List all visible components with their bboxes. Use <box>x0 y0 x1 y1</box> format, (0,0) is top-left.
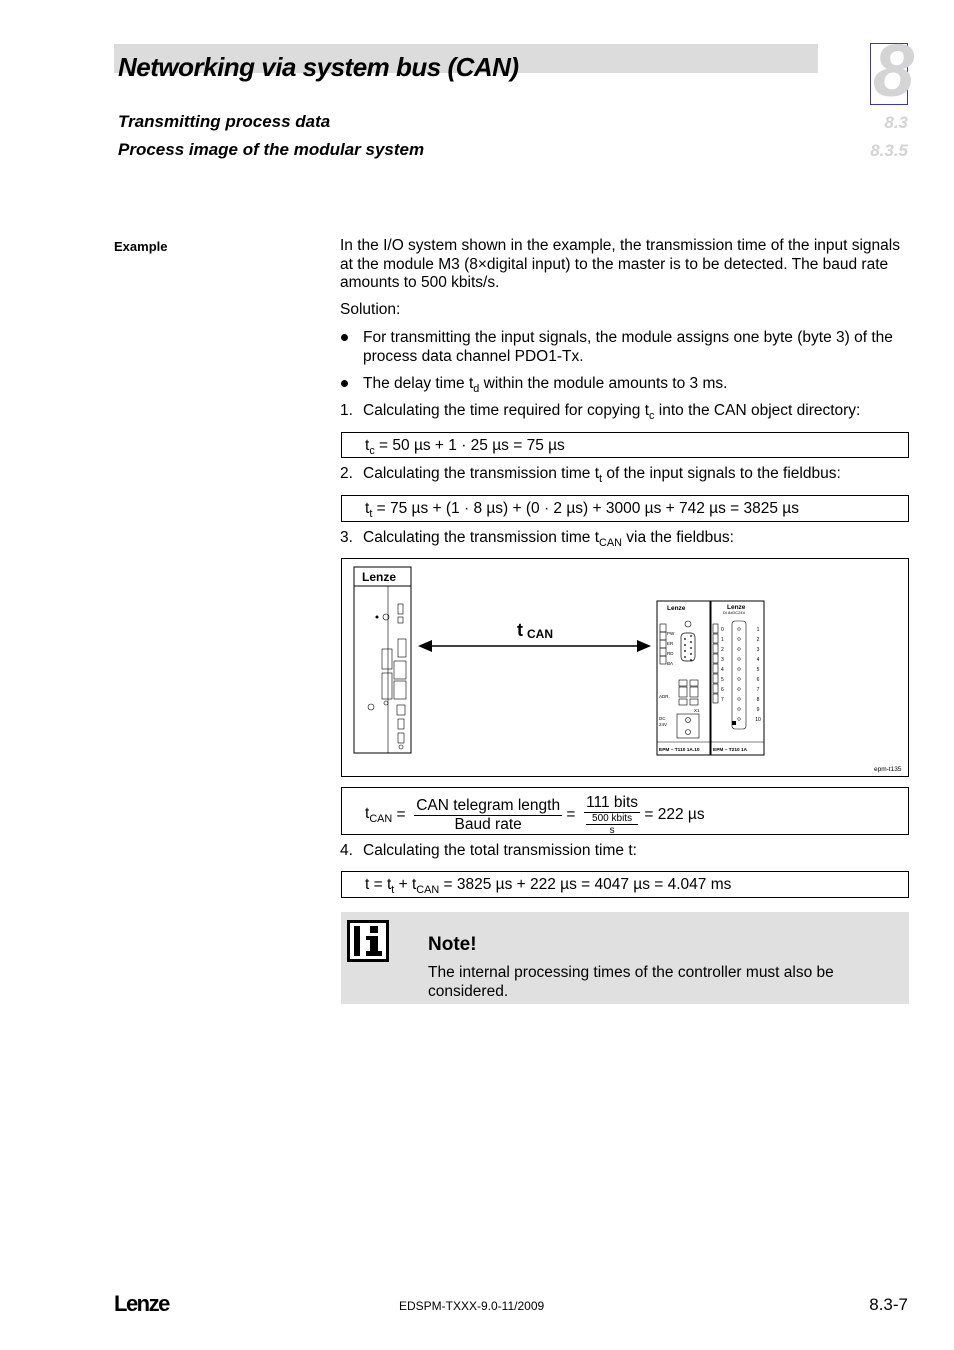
terminal-label: 4 <box>756 657 760 663</box>
formula-4: $t = t_t + t_{CAN} = 3825$ µs + 222 µs = 4047 µs = 4.047 ms <box>365 876 732 897</box>
formula-box-2 <box>341 495 909 522</box>
formula-box-1 <box>341 432 909 458</box>
terminal-label: 8 <box>756 697 760 703</box>
footer-logo: Lenze <box>114 1291 169 1316</box>
step-1-text: Calculating the time required for copying $t_c$ into the CAN object directory: <box>363 402 861 423</box>
formula-box-3 <box>341 787 909 835</box>
formula-3: $t_{CAN}$ = $\frac{\text{CAN telegram length}}{\text{Baud rate}}$ = 111 bits 500 kbits s = 222 µs <box>365 794 705 836</box>
subsection-number: 8.3.5 <box>870 141 908 160</box>
terminal-label: 6 <box>756 677 760 683</box>
x1-label: X1 <box>694 708 700 713</box>
section-number: 8.3 <box>884 113 908 132</box>
figure-id: epm-t135 <box>874 766 902 773</box>
bullet-marker <box>341 380 348 387</box>
tcan-label-sub: CAN <box>527 627 553 641</box>
led-ba: BA <box>667 661 674 666</box>
formula-2: $t_t = 75$ µs + (1 · 8 µs) + (0 · 2 µs) + 3000 µs + 742 µs = 3825 µs <box>365 500 799 521</box>
note-text: The internal processing times of the controller must also be considered. <box>428 964 834 1000</box>
controller-brand: Lenze <box>362 570 397 584</box>
figure-drawing <box>342 559 908 776</box>
note-box <box>341 912 909 1004</box>
channel-label: 3 <box>721 657 724 663</box>
channel-label: 4 <box>721 667 724 673</box>
led-er: ER <box>667 641 674 646</box>
terminal-label: 9 <box>756 707 760 713</box>
terminal-label: 5 <box>756 667 760 673</box>
side-label: Example <box>114 239 168 254</box>
solution-label: Solution: <box>340 301 401 318</box>
terminal-label: 1 <box>756 627 760 633</box>
bullet-item-2: The delay time $t_d$ within the module amounts to 3 ms. <box>363 375 728 396</box>
chapter-number: 8 <box>873 29 915 112</box>
terminal-label: 10 <box>755 717 761 723</box>
subsection-title: Process image of the modular system <box>118 140 425 159</box>
step-2-text: Calculating the transmission time $t_t$ of the input signals to the fieldbus: <box>363 465 841 486</box>
digital-input-module <box>711 601 764 755</box>
dc-label: DC <box>659 716 666 721</box>
channel-label: 6 <box>721 687 724 693</box>
24v-label: 24V <box>659 722 668 727</box>
fraction-bits-rate: 111 bits 500 kbits s <box>586 794 639 836</box>
module2-brand: Lenze <box>727 604 746 611</box>
channel-label: 5 <box>721 677 724 683</box>
tcan-label: t <box>517 620 523 640</box>
module1-brand: Lenze <box>667 605 686 612</box>
fraction-telegram-baud: $\frac{\text{CAN telegram length}}{\text{Baud rate}}$ <box>416 796 561 833</box>
led-rd: RD <box>667 651 674 656</box>
bullet-item-1: For transmitting the input signals, the module assigns one byte (byte 3) of the process data channel PDO1-Tx. <box>363 329 893 365</box>
adr-label: ADR. <box>659 694 670 699</box>
step-number: 3. <box>340 529 353 546</box>
formula-1: $t_c = 50$ µs + 1 · 25 µs = 75 µs <box>365 437 565 458</box>
channel-label: 0 <box>721 627 724 633</box>
step-number: 4. <box>340 842 353 859</box>
step-3-text: Calculating the transmission time $t_{CAN}$ via the fieldbus: <box>363 529 734 550</box>
module2-type: DI 8xDC24V <box>723 610 746 615</box>
bus-coupler-module <box>657 601 710 755</box>
system-figure <box>341 558 909 777</box>
bullet-marker <box>341 334 348 341</box>
formula-box-4 <box>341 871 909 898</box>
channel-label: 1 <box>721 637 724 643</box>
controller-device <box>354 567 411 753</box>
chapter-marker <box>870 29 915 112</box>
tcan-arrow <box>418 620 651 652</box>
step-4-text: Calculating the total transmission time t: <box>363 842 637 859</box>
section-title: Transmitting process data <box>118 112 331 131</box>
module2-type-label: EPM – T210 1A <box>713 748 748 753</box>
footer-document-id: EDSPM-TXXX-9.0-11/2009 <box>399 1299 545 1313</box>
channel-label: 2 <box>721 647 724 653</box>
page-number: 8.3-7 <box>869 1295 908 1314</box>
channel-label: 7 <box>721 697 724 703</box>
page-title: Networking via system bus (CAN) <box>118 52 519 82</box>
step-number: 1. <box>340 402 353 419</box>
step-number: 2. <box>340 465 353 482</box>
led-pw: PW <box>667 631 675 636</box>
terminal-label: 2 <box>756 637 760 643</box>
terminal-label: 3 <box>756 647 760 653</box>
module1-type-label: EPM – T110 1A.10 <box>659 748 700 753</box>
info-icon <box>347 920 389 962</box>
intro-paragraph: In the I/O system shown in the example, the transmission time of the input signals at the module M3 (8×digital input) to the master is to be detected. The baud rate amounts to 500 kbits/s. <box>340 237 900 291</box>
terminal-label: 7 <box>756 687 760 693</box>
note-title: Note! <box>428 934 477 955</box>
